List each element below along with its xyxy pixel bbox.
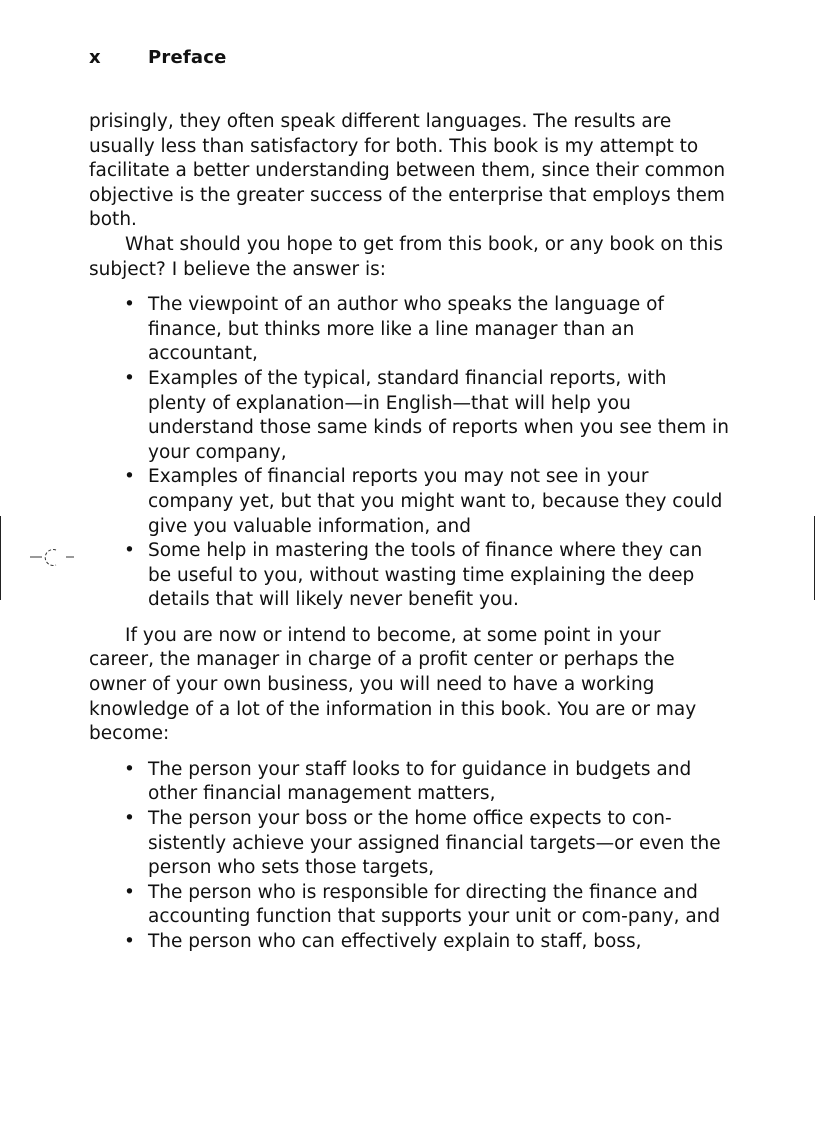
paragraph-continued: prisingly, they often speak different languages. The results are usually less than satisfactory for both. This book is my attempt to facilitate a better understanding between them, since their common objective is the greater success of the enterprise that employs them both. (89, 111, 726, 231)
crop-mark-left (0, 516, 1, 600)
list-item: • Examples of financial reports you may not see in your company yet, but that you might want to, because they could give you valuable information, and (148, 465, 729, 539)
list-item: • The person your staff looks to for guidance in budgets and other financial management matters, (148, 758, 729, 807)
running-title: Preface (148, 47, 227, 68)
list-item: • The person who can effectively explain to staff, boss, (148, 930, 729, 955)
body-text (89, 110, 729, 955)
expectations-list (89, 293, 729, 613)
paragraph-question: What should you hope to get from this book, or any book on this subject? I believe the answer is: (89, 233, 724, 280)
crop-mark-right (814, 516, 815, 600)
list-item: • Examples of the typical, standard financial reports, with plenty of explanation—in English—that will help you understand those same kinds of reports when you see them in your company, (148, 367, 729, 465)
list-item: • The person your boss or the home office expects to con-sistently achieve your assigned financial targets—or even the person who sets those targets, (148, 807, 729, 881)
paragraph-audience: If you are now or intend to become, at some point in your career, the manager in charge of a profit center or perhaps the owner of your own business, you will need to have a working knowledge of a lot of the information in this book. You are or may become: (89, 624, 697, 745)
list-item: • The viewpoint of an author who speaks the language of finance, but thinks more like a line manager than an accountant, (148, 293, 729, 367)
roles-list (89, 758, 729, 955)
list-item: • The person who is responsible for directing the finance and accounting function that supports your unit or com-pany, and (148, 881, 729, 930)
list-item: • Some help in mastering the tools of finance where they can be useful to you, without wasting time explaining the deep details that will likely never benefit you. (148, 539, 729, 613)
page-number: x (89, 47, 101, 68)
running-head (89, 47, 227, 68)
registration-mark-icon (28, 546, 78, 570)
